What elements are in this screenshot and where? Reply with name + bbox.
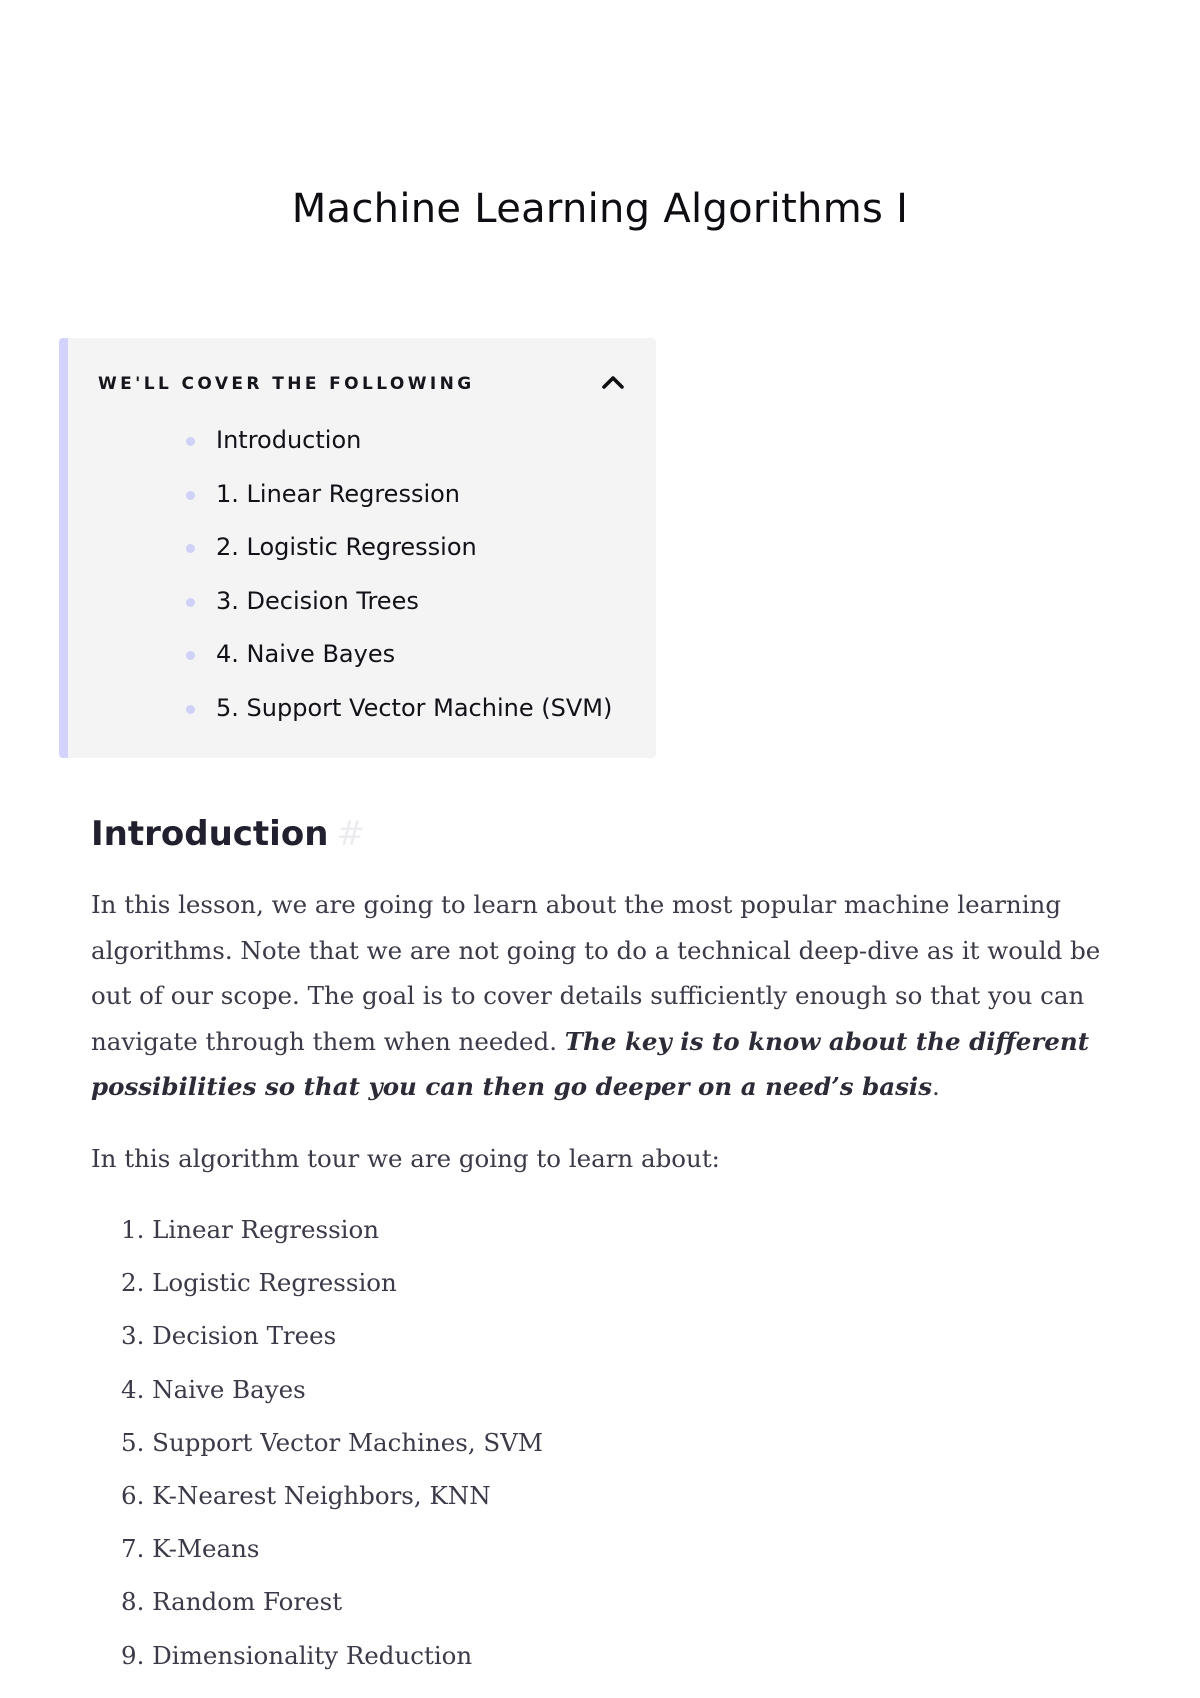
intro-paragraph [91, 882, 1131, 1110]
toc-item-label: 4. Naive Bayes [216, 640, 396, 668]
bullet-icon [186, 651, 195, 660]
toc-item-decision-trees[interactable] [186, 575, 612, 629]
algorithm-tour-intro: In this algorithm tour we are going to learn about: [91, 1144, 720, 1173]
table-of-contents [59, 338, 656, 758]
section-heading-introduction [91, 814, 365, 854]
toc-item-label: 2. Logistic Regression [216, 533, 477, 561]
intro-emphasis: The key is to know about the different possibilities so that you can then go deeper on a need’s basis [91, 1026, 1090, 1101]
list-item: 3. Decision Trees [121, 1321, 337, 1351]
toc-item-label: Introduction [216, 426, 362, 454]
list-item: 7. K-Means [121, 1534, 260, 1564]
toc-item-label: 5. Support Vector Machine (SVM) [216, 693, 613, 722]
toc-list [186, 414, 612, 735]
list-item: 1. Linear Regression [121, 1215, 380, 1244]
intro-emphasis-suffix: . [932, 1072, 940, 1101]
algorithm-list [121, 1207, 543, 1686]
heading-anchor-link[interactable]: # [336, 814, 365, 854]
list-item: 8. Random Forest [121, 1587, 343, 1617]
toc-item-label: 3. Decision Trees [216, 586, 419, 615]
list-item: 5. Support Vector Machines, SVM [121, 1427, 543, 1457]
intro-paragraph-text: In this lesson, we are going to learn about the most popular machine learning algorithms. Note that we are not going to do a technical deep-dive as it would be out of our scope. The goal is to cover details sufficiently enough so that you can navigate through them when needed. [91, 890, 1101, 1056]
list-item: 2. Logistic Regression [121, 1268, 397, 1298]
toc-header: WE'LL COVER THE FOLLOWING [98, 374, 475, 394]
bullet-icon [186, 705, 195, 714]
list-item: 9. Dimensionality Reduction [121, 1640, 473, 1670]
toc-item-naive-bayes[interactable] [186, 628, 612, 682]
bullet-icon [186, 437, 195, 446]
toc-collapse-button[interactable] [598, 368, 628, 398]
toc-item-introduction[interactable] [186, 414, 612, 468]
bullet-icon [186, 598, 195, 607]
bullet-icon [186, 544, 195, 553]
toc-item-logistic-regression[interactable] [186, 521, 612, 575]
toc-item-label: 1. Linear Regression [216, 479, 461, 508]
toc-item-linear-regression[interactable] [186, 468, 612, 522]
chevron-up-icon [598, 368, 628, 398]
bullet-icon [186, 491, 195, 500]
section-heading-text: Introduction [91, 814, 329, 854]
list-item: 6. K-Nearest Neighbors, KNN [121, 1480, 491, 1510]
page-title: Machine Learning Algorithms I [291, 186, 909, 232]
list-item: 4. Naive Bayes [121, 1374, 306, 1404]
toc-item-svm[interactable] [186, 682, 612, 736]
